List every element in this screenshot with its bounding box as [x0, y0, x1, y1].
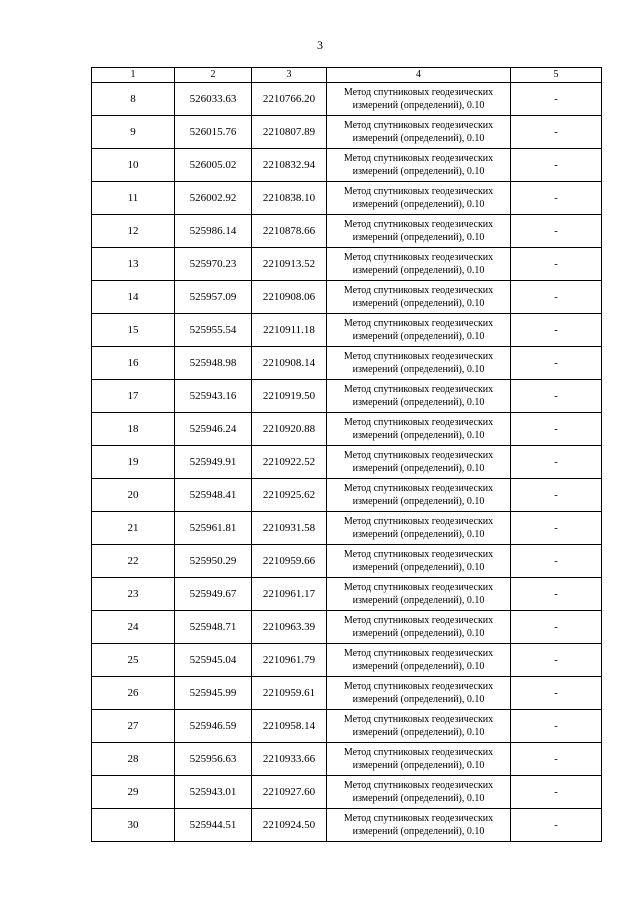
- note-cell: -: [511, 446, 602, 479]
- x-coordinate-cell: 525949.91: [175, 446, 252, 479]
- method-cell: Метод спутниковых геодезических измерений (определений), 0.10: [327, 545, 511, 578]
- point-number-cell: 15: [92, 314, 175, 347]
- x-coordinate-cell: 525948.41: [175, 479, 252, 512]
- y-coordinate-cell: 2210927.60: [252, 776, 327, 809]
- note-cell: -: [511, 314, 602, 347]
- page-number: 3: [317, 38, 323, 52]
- note-cell: -: [511, 215, 602, 248]
- y-coordinate-cell: 2210838.10: [252, 182, 327, 215]
- method-cell: Метод спутниковых геодезических измерений (определений), 0.10: [327, 809, 511, 842]
- note-cell: -: [511, 347, 602, 380]
- method-cell: Метод спутниковых геодезических измерений (определений), 0.10: [327, 644, 511, 677]
- method-cell: Метод спутниковых геодезических измерений (определений), 0.10: [327, 479, 511, 512]
- table-row: [92, 677, 602, 710]
- y-coordinate-cell: 2210807.89: [252, 116, 327, 149]
- point-number-cell: 26: [92, 677, 175, 710]
- y-coordinate-cell: 2210961.79: [252, 644, 327, 677]
- y-coordinate-cell: 2210959.61: [252, 677, 327, 710]
- table-body: [92, 83, 602, 842]
- y-coordinate-cell: 2210832.94: [252, 149, 327, 182]
- point-number-cell: 25: [92, 644, 175, 677]
- table-row: [92, 347, 602, 380]
- point-number-cell: 14: [92, 281, 175, 314]
- note-cell: -: [511, 281, 602, 314]
- point-number-cell: 23: [92, 578, 175, 611]
- method-cell: Метод спутниковых геодезических измерений (определений), 0.10: [327, 446, 511, 479]
- point-number-cell: 9: [92, 116, 175, 149]
- column-header-2: 2: [175, 68, 252, 83]
- point-number-cell: 24: [92, 611, 175, 644]
- table-row: [92, 479, 602, 512]
- note-cell: -: [511, 776, 602, 809]
- x-coordinate-cell: 526033.63: [175, 83, 252, 116]
- point-number-cell: 21: [92, 512, 175, 545]
- x-coordinate-cell: 525945.99: [175, 677, 252, 710]
- x-coordinate-cell: 525955.54: [175, 314, 252, 347]
- note-cell: -: [511, 248, 602, 281]
- y-coordinate-cell: 2210963.39: [252, 611, 327, 644]
- method-cell: Метод спутниковых геодезических измерений (определений), 0.10: [327, 182, 511, 215]
- point-number-cell: 12: [92, 215, 175, 248]
- x-coordinate-cell: 525945.04: [175, 644, 252, 677]
- table-row: [92, 380, 602, 413]
- point-number-cell: 22: [92, 545, 175, 578]
- point-number-cell: 27: [92, 710, 175, 743]
- x-coordinate-cell: 526015.76: [175, 116, 252, 149]
- table-row: [92, 545, 602, 578]
- y-coordinate-cell: 2210766.20: [252, 83, 327, 116]
- table-row: [92, 611, 602, 644]
- note-cell: -: [511, 512, 602, 545]
- method-cell: Метод спутниковых геодезических измерений (определений), 0.10: [327, 710, 511, 743]
- x-coordinate-cell: 525970.23: [175, 248, 252, 281]
- note-cell: -: [511, 644, 602, 677]
- method-cell: Метод спутниковых геодезических измерений (определений), 0.10: [327, 677, 511, 710]
- table-row: [92, 149, 602, 182]
- point-number-cell: 30: [92, 809, 175, 842]
- point-number-cell: 28: [92, 743, 175, 776]
- note-cell: -: [511, 83, 602, 116]
- x-coordinate-cell: 525943.01: [175, 776, 252, 809]
- point-number-cell: 10: [92, 149, 175, 182]
- y-coordinate-cell: 2210908.14: [252, 347, 327, 380]
- table-row: [92, 182, 602, 215]
- x-coordinate-cell: 525944.51: [175, 809, 252, 842]
- method-cell: Метод спутниковых геодезических измерений (определений), 0.10: [327, 776, 511, 809]
- y-coordinate-cell: 2210878.66: [252, 215, 327, 248]
- method-cell: Метод спутниковых геодезических измерений (определений), 0.10: [327, 611, 511, 644]
- method-cell: Метод спутниковых геодезических измерений (определений), 0.10: [327, 512, 511, 545]
- note-cell: -: [511, 182, 602, 215]
- point-number-cell: 8: [92, 83, 175, 116]
- method-cell: Метод спутниковых геодезических измерений (определений), 0.10: [327, 248, 511, 281]
- note-cell: -: [511, 116, 602, 149]
- column-header-3: 3: [252, 68, 327, 83]
- table-row: [92, 116, 602, 149]
- note-cell: -: [511, 677, 602, 710]
- coordinates-table: [91, 67, 602, 842]
- point-number-cell: 11: [92, 182, 175, 215]
- table-row: [92, 281, 602, 314]
- method-cell: Метод спутниковых геодезических измерений (определений), 0.10: [327, 413, 511, 446]
- y-coordinate-cell: 2210913.52: [252, 248, 327, 281]
- x-coordinate-cell: 525950.29: [175, 545, 252, 578]
- table-row: [92, 215, 602, 248]
- x-coordinate-cell: 525948.98: [175, 347, 252, 380]
- table-row: [92, 644, 602, 677]
- y-coordinate-cell: 2210924.50: [252, 809, 327, 842]
- table-row: [92, 413, 602, 446]
- x-coordinate-cell: 525957.09: [175, 281, 252, 314]
- method-cell: Метод спутниковых геодезических измерений (определений), 0.10: [327, 215, 511, 248]
- note-cell: -: [511, 809, 602, 842]
- header-row: [92, 68, 602, 83]
- note-cell: -: [511, 743, 602, 776]
- table-row: [92, 446, 602, 479]
- table-row: [92, 710, 602, 743]
- y-coordinate-cell: 2210908.06: [252, 281, 327, 314]
- x-coordinate-cell: 526002.92: [175, 182, 252, 215]
- y-coordinate-cell: 2210911.18: [252, 314, 327, 347]
- x-coordinate-cell: 525949.67: [175, 578, 252, 611]
- x-coordinate-cell: 525946.24: [175, 413, 252, 446]
- method-cell: Метод спутниковых геодезических измерений (определений), 0.10: [327, 116, 511, 149]
- point-number-cell: 18: [92, 413, 175, 446]
- note-cell: -: [511, 710, 602, 743]
- table-row: [92, 248, 602, 281]
- x-coordinate-cell: 525986.14: [175, 215, 252, 248]
- note-cell: -: [511, 611, 602, 644]
- method-cell: Метод спутниковых геодезических измерений (определений), 0.10: [327, 380, 511, 413]
- y-coordinate-cell: 2210959.66: [252, 545, 327, 578]
- y-coordinate-cell: 2210933.66: [252, 743, 327, 776]
- point-number-cell: 13: [92, 248, 175, 281]
- y-coordinate-cell: 2210925.62: [252, 479, 327, 512]
- method-cell: Метод спутниковых геодезических измерений (определений), 0.10: [327, 347, 511, 380]
- table-row: [92, 776, 602, 809]
- table-row: [92, 809, 602, 842]
- point-number-cell: 17: [92, 380, 175, 413]
- column-header-4: 4: [327, 68, 511, 83]
- table-row: [92, 512, 602, 545]
- table-row: [92, 743, 602, 776]
- x-coordinate-cell: 525943.16: [175, 380, 252, 413]
- y-coordinate-cell: 2210961.17: [252, 578, 327, 611]
- table-row: [92, 83, 602, 116]
- y-coordinate-cell: 2210922.52: [252, 446, 327, 479]
- x-coordinate-cell: 525948.71: [175, 611, 252, 644]
- note-cell: -: [511, 380, 602, 413]
- method-cell: Метод спутниковых геодезических измерений (определений), 0.10: [327, 83, 511, 116]
- method-cell: Метод спутниковых геодезических измерений (определений), 0.10: [327, 578, 511, 611]
- y-coordinate-cell: 2210958.14: [252, 710, 327, 743]
- point-number-cell: 20: [92, 479, 175, 512]
- table-row: [92, 578, 602, 611]
- x-coordinate-cell: 525961.81: [175, 512, 252, 545]
- note-cell: -: [511, 545, 602, 578]
- point-number-cell: 29: [92, 776, 175, 809]
- note-cell: -: [511, 149, 602, 182]
- method-cell: Метод спутниковых геодезических измерений (определений), 0.10: [327, 314, 511, 347]
- point-number-cell: 16: [92, 347, 175, 380]
- y-coordinate-cell: 2210919.50: [252, 380, 327, 413]
- note-cell: -: [511, 413, 602, 446]
- column-header-1: 1: [92, 68, 175, 83]
- note-cell: -: [511, 578, 602, 611]
- method-cell: Метод спутниковых геодезических измерений (определений), 0.10: [327, 281, 511, 314]
- y-coordinate-cell: 2210931.58: [252, 512, 327, 545]
- column-header-5: 5: [511, 68, 602, 83]
- table-header: [92, 68, 602, 83]
- point-number-cell: 19: [92, 446, 175, 479]
- y-coordinate-cell: 2210920.88: [252, 413, 327, 446]
- x-coordinate-cell: 525946.59: [175, 710, 252, 743]
- method-cell: Метод спутниковых геодезических измерений (определений), 0.10: [327, 743, 511, 776]
- table-row: [92, 314, 602, 347]
- note-cell: -: [511, 479, 602, 512]
- x-coordinate-cell: 526005.02: [175, 149, 252, 182]
- method-cell: Метод спутниковых геодезических измерений (определений), 0.10: [327, 149, 511, 182]
- x-coordinate-cell: 525956.63: [175, 743, 252, 776]
